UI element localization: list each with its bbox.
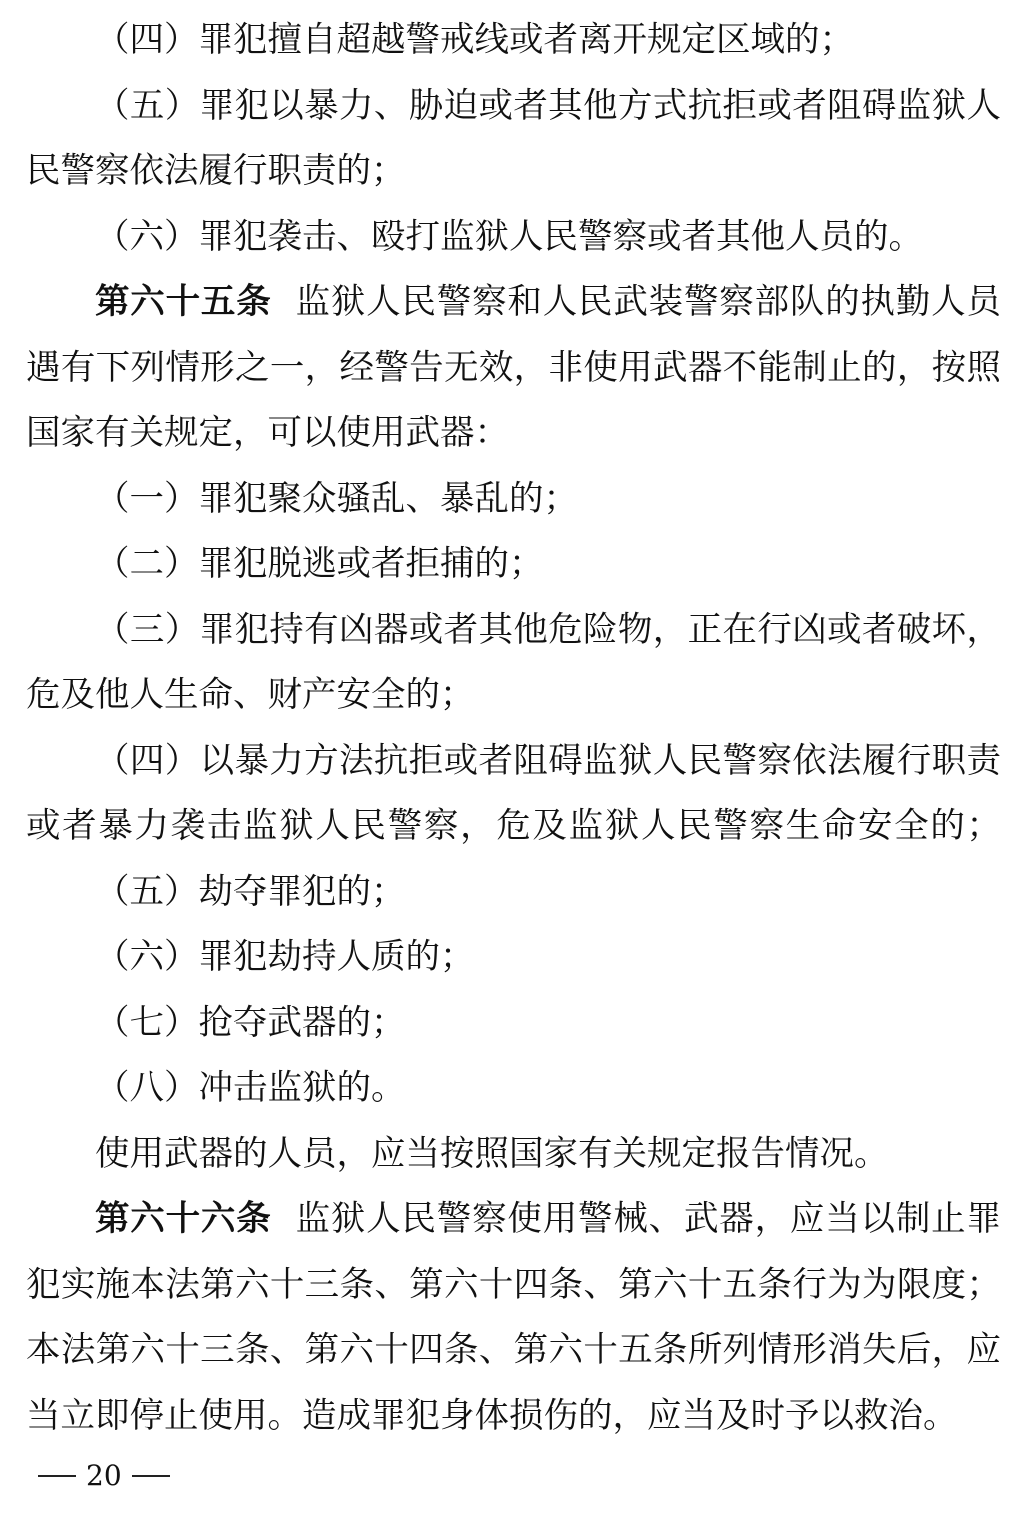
footer-dash-right — [132, 1475, 170, 1477]
article-66-heading: 第六十六条 — [95, 1199, 272, 1239]
page-number: 20 — [86, 1459, 122, 1492]
page-footer — [28, 1456, 180, 1496]
text-line: （二）罪犯脱逃或者拒捕的； — [95, 544, 544, 584]
text-line: （四）以暴力方法抗拒或者阻碍监狱人民警察依法履行职责 — [95, 741, 1001, 781]
text-line: 监狱人民警察使用警械、武器，应当以制止罪 — [295, 1199, 1001, 1239]
article-65-first-line — [95, 280, 1001, 324]
article-66-first-line — [95, 1197, 1001, 1241]
text-line: （三）罪犯持有凶器或者其他危险物，正在行凶或者破坏， — [95, 610, 1001, 650]
text-line: （四）罪犯擅自超越警戒线或者离开规定区域的； — [95, 20, 854, 60]
text-line: 犯实施本法第六十三条、第六十四条、第六十五条行为为限度； — [26, 1265, 1001, 1305]
text-line: （八）冲击监狱的。 — [95, 1068, 406, 1108]
text-line: （五）罪犯以暴力、胁迫或者其他方式抗拒或者阻碍监狱人 — [95, 86, 1001, 126]
text-line: 本法第六十三条、第六十四条、第六十五条所列情形消失后，应 — [26, 1330, 1001, 1370]
footer-dash-left — [38, 1475, 76, 1477]
text-line: （一）罪犯聚众骚乱、暴乱的； — [95, 479, 578, 519]
text-line: （五）劫夺罪犯的； — [95, 872, 406, 912]
text-line: 监狱人民警察和人民武装警察部队的执勤人员 — [295, 282, 1001, 322]
text-line: 使用武器的人员，应当按照国家有关规定报告情况。 — [95, 1134, 889, 1174]
text-line: 国家有关规定，可以使用武器： — [26, 413, 509, 453]
article-65-heading: 第六十五条 — [95, 282, 272, 322]
text-line: （六）罪犯劫持人质的； — [95, 937, 475, 977]
text-line: （六）罪犯袭击、殴打监狱人民警察或者其他人员的。 — [95, 217, 923, 257]
text-line: 危及他人生命、财产安全的； — [26, 675, 475, 715]
text-line: 民警察依法履行职责的； — [26, 151, 406, 191]
text-line: 当立即停止使用。造成罪犯身体损伤的，应当及时予以救治。 — [26, 1396, 958, 1436]
text-line: （七）抢夺武器的； — [95, 1003, 406, 1043]
text-line: 遇有下列情形之一，经警告无效，非使用武器不能制止的，按照 — [26, 348, 1001, 388]
text-line: 或者暴力袭击监狱人民警察，危及监狱人民警察生命安全的； — [26, 806, 1001, 846]
